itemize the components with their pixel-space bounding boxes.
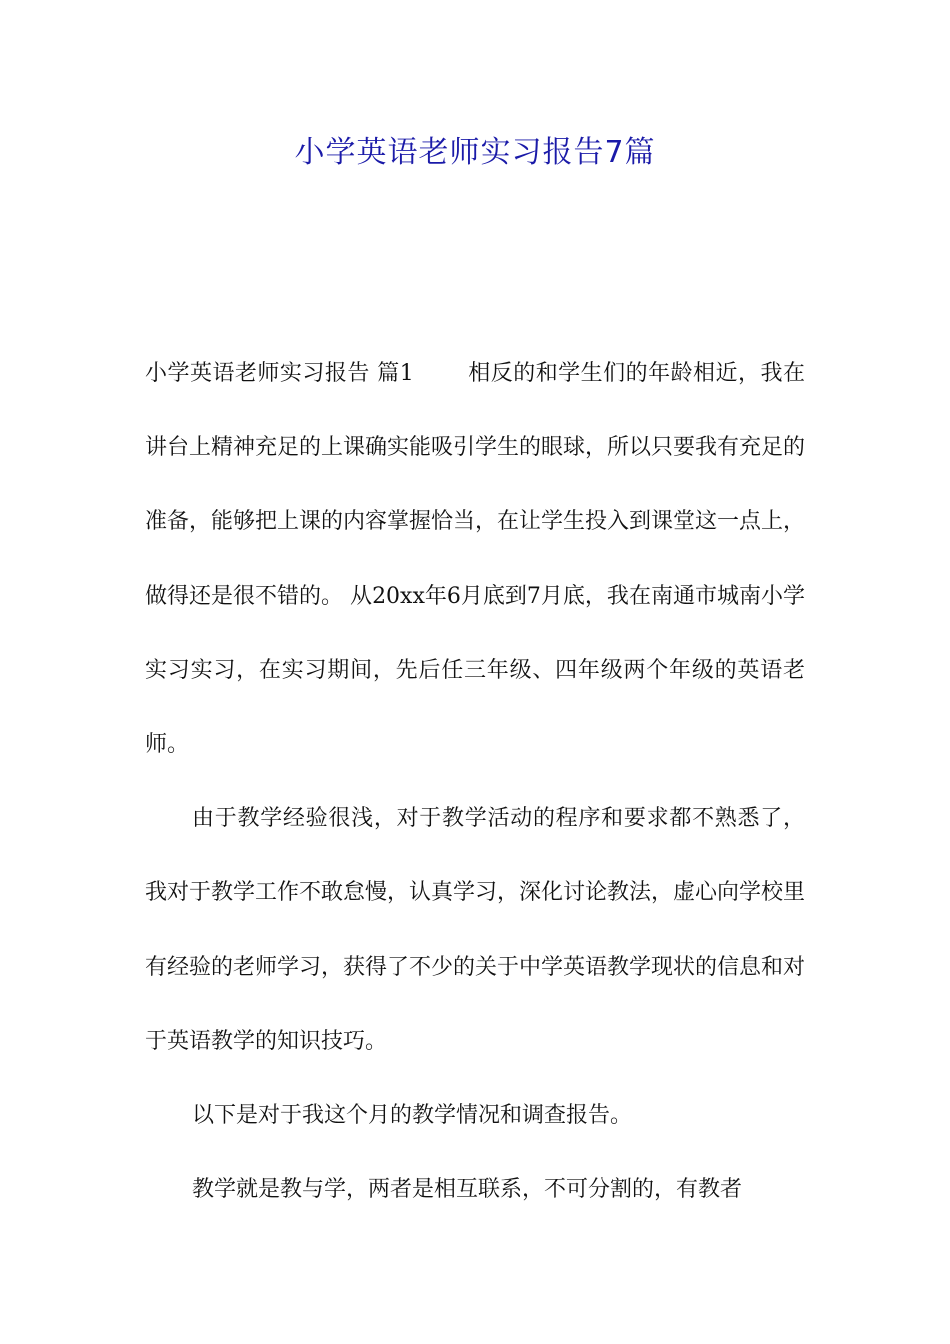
document-body — [145, 337, 805, 1227]
paragraph-4: 教学就是教与学，两者是相互联系，不可分割的，有教者 — [192, 1177, 743, 1203]
paragraph-1-text: 相反的和学生们的年龄相近，我在讲台上精神充足的上课确实能吸引学生的眼球，所以只要我有充足的准备，能够把上课的内容掌握恰当，在让学生投入到课堂这一点上，做得还是很不错的。 从20xx年6月底到7月底，我在南通市城南小学实习实习，在实习期间，先后任三年级、四年级两个年级的英语老师。 — [145, 361, 806, 758]
paragraph-3: 以下是对于我这个月的教学情况和调查报告。 — [192, 1103, 633, 1129]
paragraph-2: 由于教学经验很浅，对于教学活动的程序和要求都不熟悉了，我对于教学工作不敢怠慢，认真学习，深化讨论教法，虚心向学校里有经验的老师学习，获得了不少的关于中学英语教学现状的信息和对于英语教学的知识技巧。 — [145, 806, 806, 1054]
paragraph-1 — [145, 337, 805, 782]
document-title: 小学英语老师实习报告7篇 — [294, 135, 656, 170]
section-heading: 小学英语老师实习报告 篇1 — [145, 361, 414, 386]
